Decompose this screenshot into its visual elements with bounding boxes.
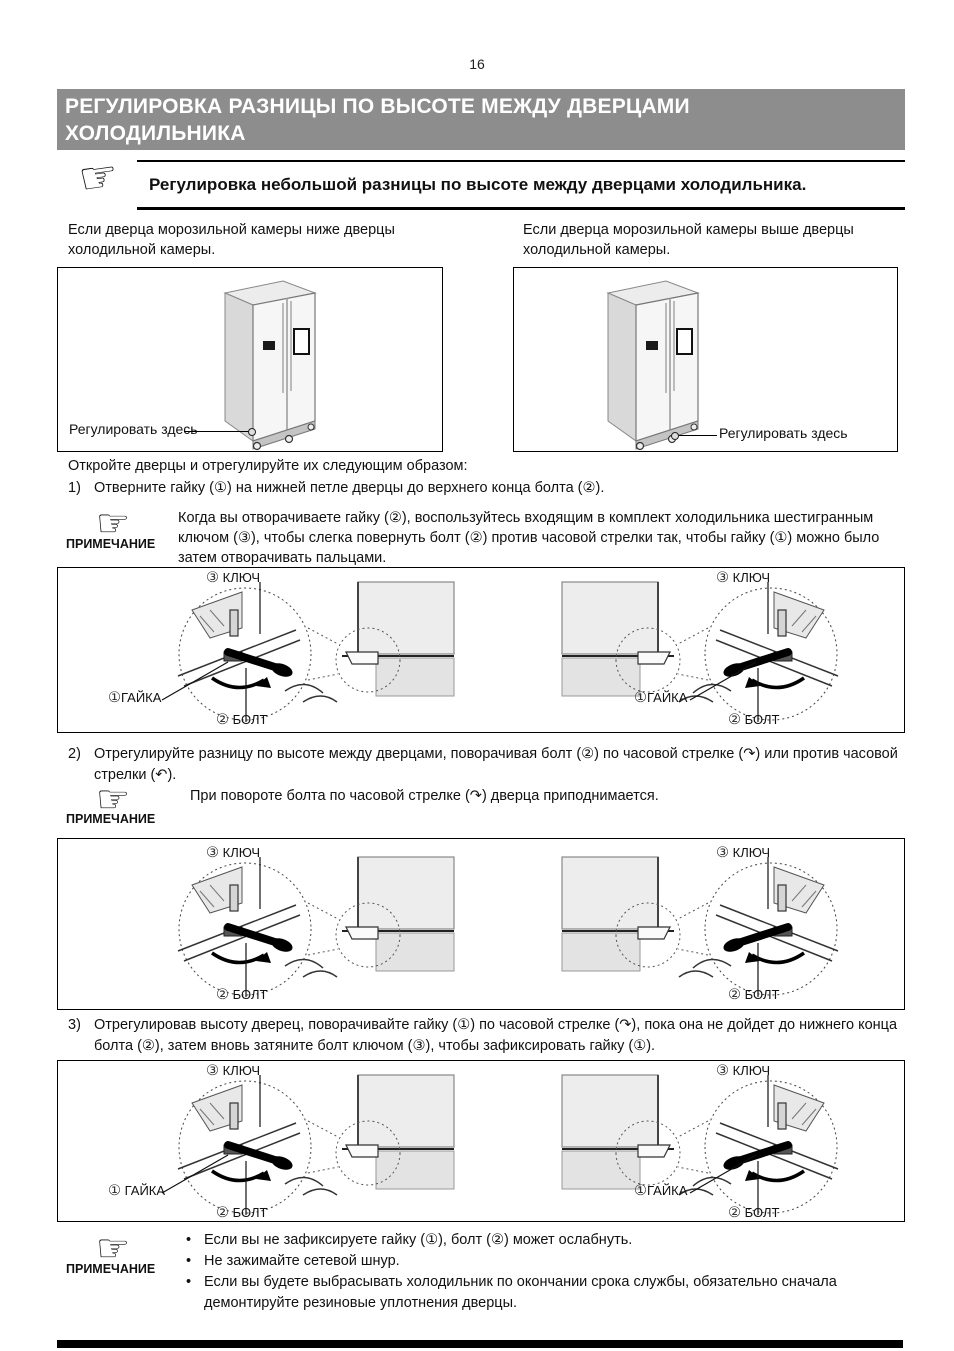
hinge-diagram-box-3 [57,1060,905,1222]
note-hand-icon: ☞ [75,150,122,205]
figure-box-freezer-higher [513,267,898,452]
final-note-block [186,1230,910,1314]
hinge-diagram-box-1 [57,567,905,733]
bolt-label: ② БОЛТ [728,987,780,1003]
fridge-illustration [203,273,333,453]
hinge-art [110,576,510,730]
hinge-diagram-left [110,845,510,1005]
step-3 [68,1015,910,1057]
adjust-here-leader [184,431,250,432]
step-text: Отрегулируйте разницу по высоте между дверцами, поворачивая болт (②) по часовой стрелке (↷) или против часовой стрелки (↶). [94,746,898,783]
note-hand-icon: ☞ [96,779,131,821]
bolt-label: ② БОЛТ [216,987,268,1003]
hinge-art [506,576,906,730]
adjust-here-leader [679,435,717,436]
wrench-label: ③ КЛЮЧ [716,845,771,861]
hinge-diagram-left [108,570,510,730]
bullet-dot: • [186,1274,192,1290]
instruction-open-doors: Откройте дверцы и отрегулируйте их следующим образом: [68,458,468,474]
hinge-diagram-right [506,1063,906,1223]
bullet-text: Не зажимайте сетевой шнур. [204,1253,400,1269]
section-title-bar [57,89,905,150]
hinge-diagram-box-2 [57,838,905,1010]
note-hand-icon: ☞ [96,503,131,545]
subtitle-text: Регулировка небольшой разницы по высоте между дверцами холодильника. [149,174,807,194]
fridge-illustration [586,273,716,453]
wrench-label: ③ КЛЮЧ [206,845,261,861]
caption-freezer-lower: Если дверца морозильной камеры ниже дверцы холодильной камеры. [68,222,395,258]
step-text: Отверните гайку (①) на нижней петле дверцы до верхнего конца болта (②). [94,480,605,496]
hinge-art [110,851,510,1005]
figure-box-freezer-lower [57,267,443,452]
subtitle-banner [57,150,905,214]
page-number: 16 [469,56,485,72]
note-2-text: При повороте болта по часовой стрелке (↷) дверца приподнимается. [190,788,659,804]
note-1-text: Когда вы отворачиваете гайку (②), воспользуйтесь входящим в комплект холодильника шестигранным ключом (③), чтобы слегка повернуть болт (②) против часовой стрелки так, чтобы гайку (①) можно было затем отворачивать пальцами. [178,510,880,566]
nut-label: ① ГАЙКА [108,1183,166,1199]
wrench-label: ③ КЛЮЧ [206,1063,261,1079]
nut-label: ①ГАЙКА [108,690,162,706]
bolt-label: ② БОЛТ [216,712,268,728]
nut-label: ①ГАЙКА [634,690,688,706]
wrench-label: ③ КЛЮЧ [206,570,261,586]
step-2 [68,744,910,786]
wrench-label: ③ КЛЮЧ [716,1063,771,1079]
step-1 [68,478,908,499]
nut-label: ①ГАЙКА [634,1183,688,1199]
hinge-art [506,1069,906,1223]
bottom-rule [57,1340,903,1348]
bullet-dot: • [186,1253,192,1269]
bullet-text: Если вы не зафиксируете гайку (①), болт (②) может ослабнуть. [204,1232,633,1248]
hinge-art [506,851,906,1005]
bolt-label: ② БОЛТ [216,1205,268,1221]
step-text: Отрегулировав высоту дверец, поворачивайте гайку (①) по часовой стрелке (↷), пока она не дойдет до нижнего конца болта (②), затем вновь затяните болт ключом (③), чтобы зафиксировать гайку (①). [94,1017,898,1054]
adjust-screw-icon [671,432,679,440]
step-number: 3) [68,1017,81,1033]
bolt-label: ② БОЛТ [728,712,780,728]
hinge-diagram-left [108,1063,510,1223]
bullet-dot: • [186,1232,192,1248]
section-title-line2: ХОЛОДИЛЬНИКА [65,122,246,145]
bolt-label: ② БОЛТ [728,1205,780,1221]
adjust-here-label: Регулировать здесь [69,421,198,437]
note-label: ПРИМЕЧАНИЕ [66,1262,156,1276]
note-bullet [186,1230,910,1251]
step-number: 1) [68,480,81,496]
step-number: 2) [68,746,81,762]
adjust-here-label: Регулировать здесь [719,425,848,441]
subtitle-box [137,160,905,210]
caption-freezer-higher: Если дверца морозильной камеры выше дверцы холодильной камеры. [523,222,854,258]
note-bullet [186,1251,910,1272]
hinge-diagram-right [506,845,906,1005]
note-hand-icon: ☞ [96,1228,131,1270]
adjust-screw-icon [248,428,256,436]
wrench-label: ③ КЛЮЧ [716,570,771,586]
note-label: ПРИМЕЧАНИЕ [66,812,156,826]
hinge-diagram-right [506,570,906,730]
note-bullet [186,1272,910,1314]
hinge-art [110,1069,510,1223]
bullet-text: Если вы будете выбрасывать холодильник по окончании срока службы, обязательно сначала демонтируйте резиновые уплотнения дверцы. [204,1274,837,1311]
note-label: ПРИМЕЧАНИЕ [66,537,156,551]
section-title-line1: РЕГУЛИРОВКА РАЗНИЦЫ ПО ВЫСОТЕ МЕЖДУ ДВЕРЦАМИ [65,95,690,118]
